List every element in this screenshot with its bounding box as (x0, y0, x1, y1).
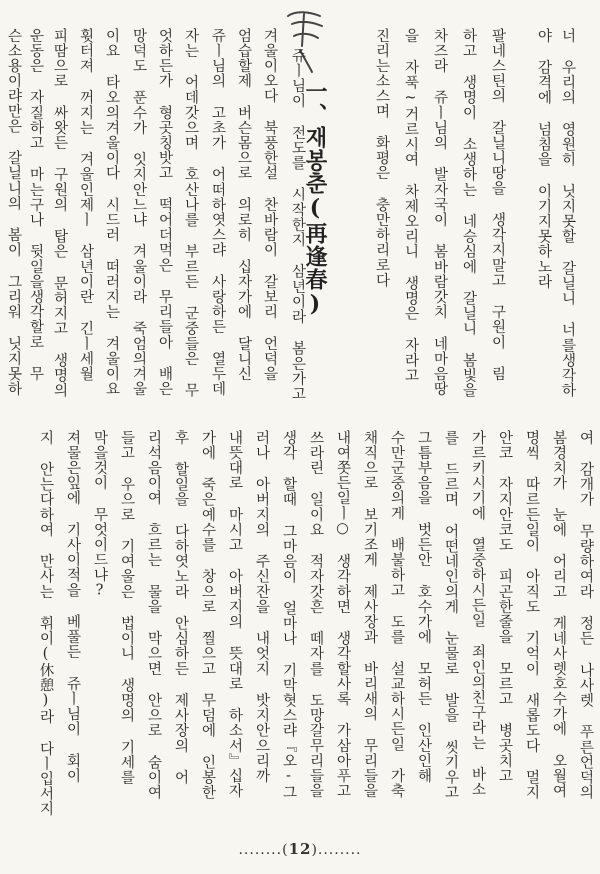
text-column-m12: 슨소용이랴만은 갈닐니의 봄이 그리워 닛지못하 (5, 28, 22, 397)
text-column-r6: 을 자푹~거르시여 차제오리니 생명은 자라고 (402, 28, 419, 383)
text-column-r3: 팔네스틴의 갈닐니땅을 생각지말고 구원이 림 (489, 28, 506, 382)
text-column-l11: 쓰라린 일이요 적자갓흔 떼자를 도망갈무리들을 (307, 430, 324, 799)
text-column-l7: 그틈부음을 벗든안 호수가에 모허든 인산인해 (415, 430, 432, 784)
text-column-l14: 내뜻대로 마시고 아버지의 뜻대로 하소서』십자 (226, 430, 243, 799)
text-column-m8: 이요 타오의겨울이다 시드러 떠러지는 겨울이요 (103, 28, 120, 397)
text-column-l10: 내여쫏든일ㅣ○ 생각하면 생각할사록 가삼아푸고 (334, 430, 351, 799)
text-column-l16: 후 할일을 다하엿노라 안심하든 제사장의 어 (172, 430, 189, 785)
text-column-r2: 야 감격에 넘침을 이기지못하노라 (535, 28, 552, 290)
text-column-m9: 휫터져 꺼지는 겨울인제ㅣ 삼년이란 긴ㅣ세월 (77, 28, 94, 382)
text-column-m1: 쥬ㅣ님이 전도를 시작한지 삼년이라 봄은가고 (289, 48, 306, 402)
text-column-r7: 진리는소스며 화평은 충만하리로다 (373, 28, 390, 288)
text-column-l9: 채직으로 보기조게 제사장과 바리새의 무리들을 (361, 430, 378, 799)
text-column-m11: 운동은 자질하고 마는구나 뒷일을생각할로 무 (27, 28, 44, 382)
text-column-m3: 엄습할제 버슨몸으로 의로히 십자가에 달니신 (235, 28, 252, 382)
text-column-m5: 자는 어데갓으며 호산나를 부르든 군중들은 무 (182, 28, 199, 398)
text-column-m6: 엇하든가 형곳칭밧고 떡어더먹은 무리들아 배은 (156, 28, 173, 397)
text-column-l8: 수만군중의게 배불하고 도를 설교하시든일 가축 (388, 430, 405, 799)
text-column-l5: 가르키시기에 열중하시든일 죄인의친구라는 바소 (469, 430, 486, 797)
text-column-m7: 망덕도 푼수가 잇지안느냐 겨울이라 죽엄의겨울 (130, 28, 147, 397)
text-column-r4: 하고 생명이 소생하는 네승심에 갈닐니 봄빛을 (460, 28, 477, 398)
page-number-decor-left: ........( (238, 842, 289, 858)
text-column-l12: 생각 할때 그마음이 얼마나 기막혓스랴『오-그 (280, 430, 297, 800)
text-column-l2: 봄경치가 눈에 어리고 게네사렛호수가에 오월여 (550, 430, 567, 799)
text-column-l18: 들고 우으로 기여울은 법이니 생명의 기세를 (118, 430, 135, 785)
text-column-m4: 쥬ㅣ님의 고초가 어떠하엿스랴 사랑하든 열두데 (209, 28, 226, 397)
text-column-l13: 러나 아버지의 주신잔을 내엇지 밧지안으리까 (253, 430, 270, 784)
text-column-r1: 너 우리의 영원히 닛지못할 갈닐니 너를생각하 (559, 28, 576, 398)
text-column-l20: 져물은잎에 기사이적을 베풀든 쥬ㅣ님이 회이 (64, 430, 81, 784)
section-heading: 一、재봉춘(再逢春) (302, 80, 328, 318)
text-column-l19: 막을것이 무엇이드냐? (91, 430, 108, 600)
text-column-l21: 지 안는다하여 만사는 휘이(休憩)라 다ㅣ입서지 (37, 430, 54, 817)
text-column-l6: 를 드르며 어떤네인의게 눈물로 발을 씻기우고 (442, 430, 459, 800)
page-number-decor-right: )........ (311, 842, 362, 858)
text-column-l3: 명씩 따르든일이 아직도 기억이 새롭도다 멀지 (523, 430, 540, 800)
text-column-l4: 안코 자지안코도 피곤한줄을 모르고 병곳치고 (496, 430, 513, 784)
page-number (0, 840, 600, 858)
text-column-l15: 가에 죽은예수를 창으로 찔으고 무덤에 인봉한 (199, 430, 216, 800)
text-column-m10: 피땀으로 싸왓든 구원의 탑은 문허지고 생명의 (51, 28, 68, 398)
text-column-m2: 겨울이오다 북풍한설 찬바람이 갈보리 언덕을 (261, 28, 278, 382)
text-column-r5: 차즈라 쥬ㅣ님의 발자국이 봄바람갓치 네마음땅 (431, 28, 448, 397)
text-column-l17: 리석음이여 흐르는 물을 막으면 안으로 숨이여 (145, 430, 162, 800)
page-number-value: 12 (288, 840, 312, 858)
text-column-l1: 여 감개가 무량하여라 정든 나사렛 푸른언덕의 (577, 430, 594, 800)
